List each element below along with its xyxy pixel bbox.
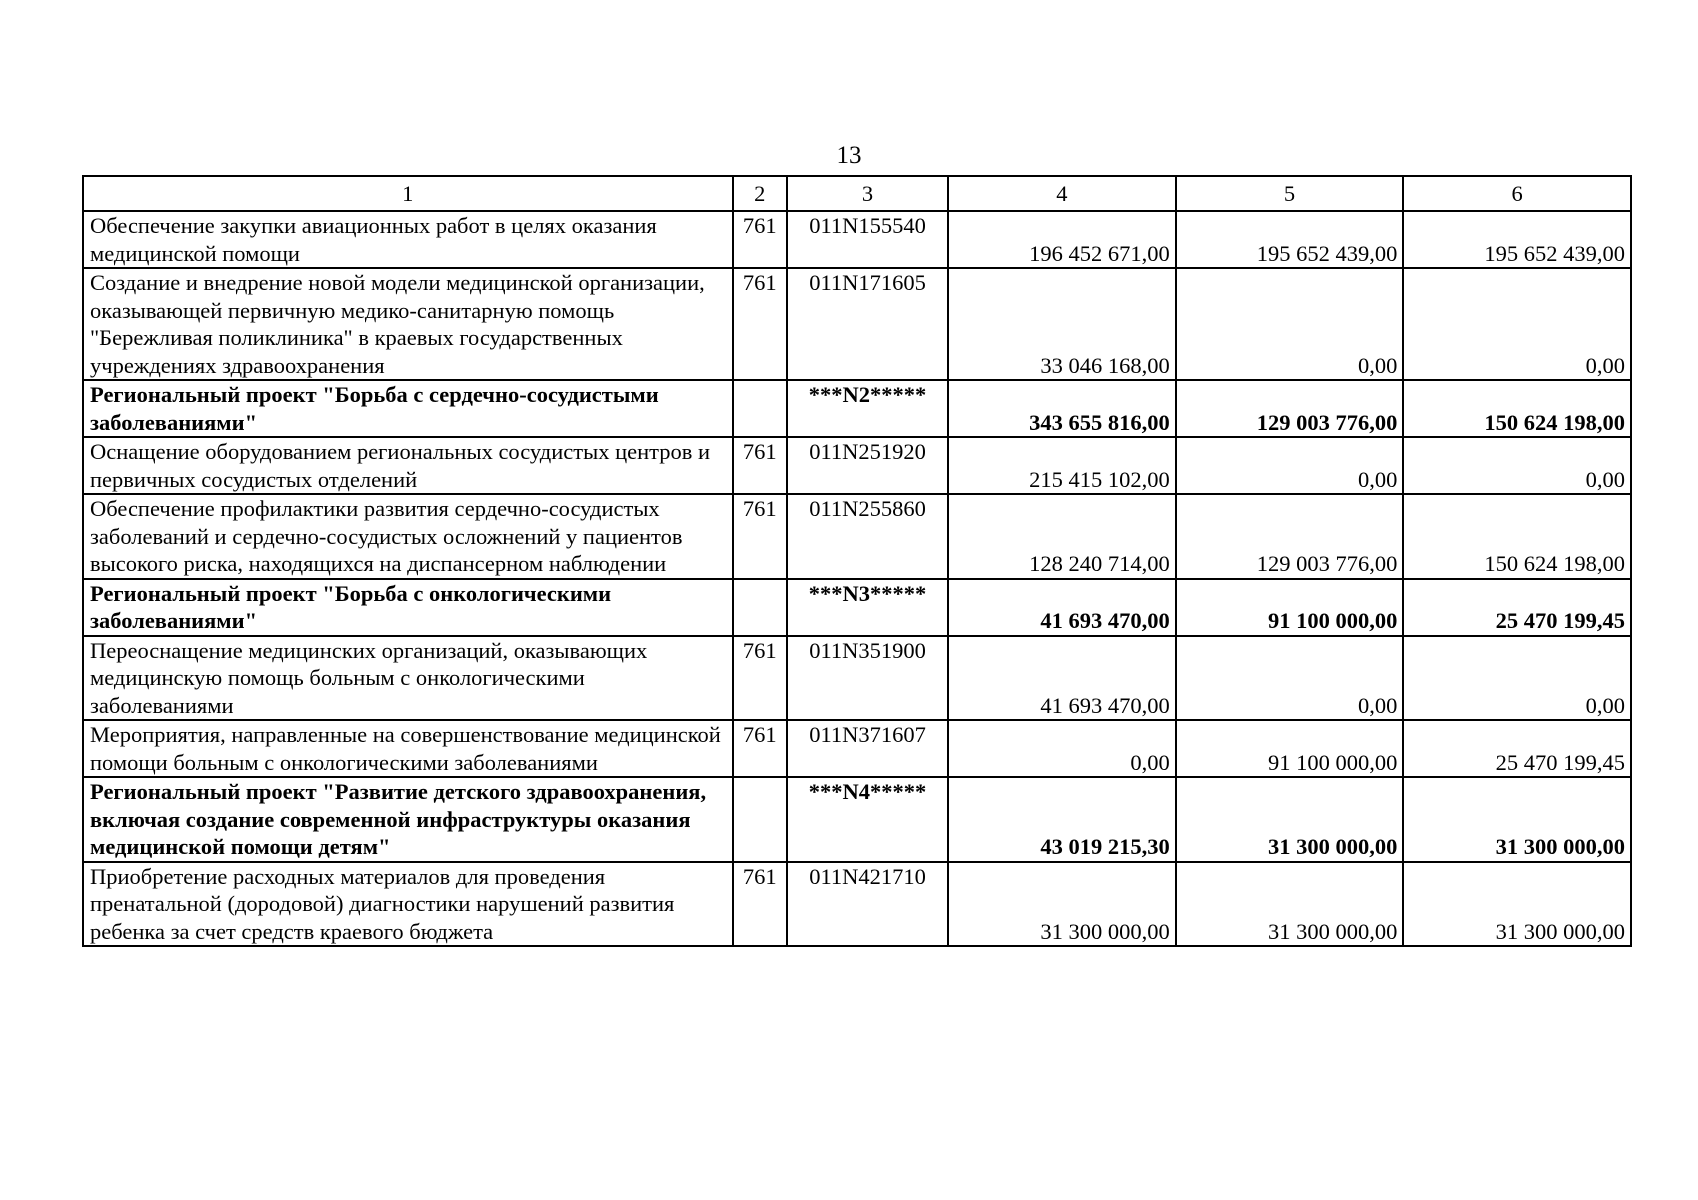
row-ved: 761 bbox=[733, 720, 787, 777]
row-ved bbox=[733, 579, 787, 636]
table-row bbox=[83, 636, 1631, 721]
row-code: 011N251920 bbox=[787, 437, 948, 494]
row-amount-col6: 150 624 198,00 bbox=[1403, 494, 1631, 579]
row-code: 011N371607 bbox=[787, 720, 948, 777]
table-row bbox=[83, 494, 1631, 579]
row-code: ***N3***** bbox=[787, 579, 948, 636]
table-row bbox=[83, 720, 1631, 777]
row-name: Обеспечение профилактики развития сердечно-сосудистых заболеваний и сердечно-сосудистых осложнений у пациентов высокого риска, находящихся на диспансерном наблюдении bbox=[83, 494, 733, 579]
page-number: 13 bbox=[836, 142, 862, 169]
row-ved: 761 bbox=[733, 437, 787, 494]
row-name: Региональный проект "Борьба с сердечно-сосудистыми заболеваниями" bbox=[83, 380, 733, 437]
table-row bbox=[83, 862, 1631, 947]
row-code: 011N155540 bbox=[787, 211, 948, 268]
row-name: Региональный проект "Борьба с онкологическими заболеваниями" bbox=[83, 579, 733, 636]
row-ved: 761 bbox=[733, 268, 787, 380]
row-amount-col6: 31 300 000,00 bbox=[1403, 862, 1631, 947]
row-amount-col6: 31 300 000,00 bbox=[1403, 777, 1631, 862]
row-code: 011N255860 bbox=[787, 494, 948, 579]
row-code: 011N171605 bbox=[787, 268, 948, 380]
row-amount-col5: 91 100 000,00 bbox=[1176, 720, 1404, 777]
row-amount-col4: 33 046 168,00 bbox=[948, 268, 1176, 380]
row-amount-col5: 129 003 776,00 bbox=[1176, 380, 1404, 437]
row-amount-col6: 0,00 bbox=[1403, 437, 1631, 494]
column-header-4: 4 bbox=[948, 176, 1176, 211]
row-code: 011N421710 bbox=[787, 862, 948, 947]
row-amount-col5: 129 003 776,00 bbox=[1176, 494, 1404, 579]
row-ved: 761 bbox=[733, 494, 787, 579]
row-amount-col4: 41 693 470,00 bbox=[948, 636, 1176, 721]
row-amount-col6: 0,00 bbox=[1403, 268, 1631, 380]
table-row-project bbox=[83, 380, 1631, 437]
row-name: Обеспечение закупки авиационных работ в целях оказания медицинской помощи bbox=[83, 211, 733, 268]
row-name: Мероприятия, направленные на совершенствование медицинской помощи больным с онкологическими заболеваниями bbox=[83, 720, 733, 777]
table-row bbox=[83, 437, 1631, 494]
row-amount-col4: 128 240 714,00 bbox=[948, 494, 1176, 579]
column-header-1: 1 bbox=[83, 176, 733, 211]
column-header-3: 3 bbox=[787, 176, 948, 211]
table-row bbox=[83, 268, 1631, 380]
budget-table bbox=[82, 175, 1632, 947]
row-amount-col6: 150 624 198,00 bbox=[1403, 380, 1631, 437]
row-ved: 761 bbox=[733, 862, 787, 947]
row-ved bbox=[733, 380, 787, 437]
row-amount-col4: 196 452 671,00 bbox=[948, 211, 1176, 268]
row-code: ***N4***** bbox=[787, 777, 948, 862]
row-amount-col5: 0,00 bbox=[1176, 437, 1404, 494]
row-code: ***N2***** bbox=[787, 380, 948, 437]
column-header-2: 2 bbox=[733, 176, 787, 211]
row-amount-col5: 91 100 000,00 bbox=[1176, 579, 1404, 636]
row-amount-col6: 25 470 199,45 bbox=[1403, 579, 1631, 636]
table-row-project bbox=[83, 579, 1631, 636]
row-amount-col5: 195 652 439,00 bbox=[1176, 211, 1404, 268]
row-amount-col4: 31 300 000,00 bbox=[948, 862, 1176, 947]
row-amount-col5: 0,00 bbox=[1176, 636, 1404, 721]
row-name: Переоснащение медицинских организаций, оказывающих медицинскую помощь больным с онкологическими заболеваниями bbox=[83, 636, 733, 721]
row-name: Приобретение расходных материалов для проведения пренатальной (дородовой) диагностики нарушений развития ребенка за счет средств краевого бюджета bbox=[83, 862, 733, 947]
row-amount-col4: 0,00 bbox=[948, 720, 1176, 777]
row-amount-col4: 343 655 816,00 bbox=[948, 380, 1176, 437]
row-name: Региональный проект "Развитие детского здравоохранения, включая создание современной инфраструктуры оказания медицинской помощи детям" bbox=[83, 777, 733, 862]
row-ved: 761 bbox=[733, 636, 787, 721]
table-row-project bbox=[83, 777, 1631, 862]
row-ved bbox=[733, 777, 787, 862]
row-name: Создание и внедрение новой модели медицинской организации, оказывающей первичную медико-санитарную помощь "Бережливая поликлиника" в краевых государственных учреждениях здравоохранения bbox=[83, 268, 733, 380]
row-ved: 761 bbox=[733, 211, 787, 268]
row-amount-col4: 43 019 215,30 bbox=[948, 777, 1176, 862]
row-amount-col6: 0,00 bbox=[1403, 636, 1631, 721]
row-amount-col6: 25 470 199,45 bbox=[1403, 720, 1631, 777]
row-amount-col4: 41 693 470,00 bbox=[948, 579, 1176, 636]
row-code: 011N351900 bbox=[787, 636, 948, 721]
row-amount-col5: 31 300 000,00 bbox=[1176, 862, 1404, 947]
row-amount-col5: 31 300 000,00 bbox=[1176, 777, 1404, 862]
row-amount-col5: 0,00 bbox=[1176, 268, 1404, 380]
row-amount-col6: 195 652 439,00 bbox=[1403, 211, 1631, 268]
row-amount-col4: 215 415 102,00 bbox=[948, 437, 1176, 494]
table-row bbox=[83, 211, 1631, 268]
table-header-row bbox=[83, 176, 1631, 211]
column-header-6: 6 bbox=[1403, 176, 1631, 211]
row-name: Оснащение оборудованием региональных сосудистых центров и первичных сосудистых отделений bbox=[83, 437, 733, 494]
column-header-5: 5 bbox=[1176, 176, 1404, 211]
